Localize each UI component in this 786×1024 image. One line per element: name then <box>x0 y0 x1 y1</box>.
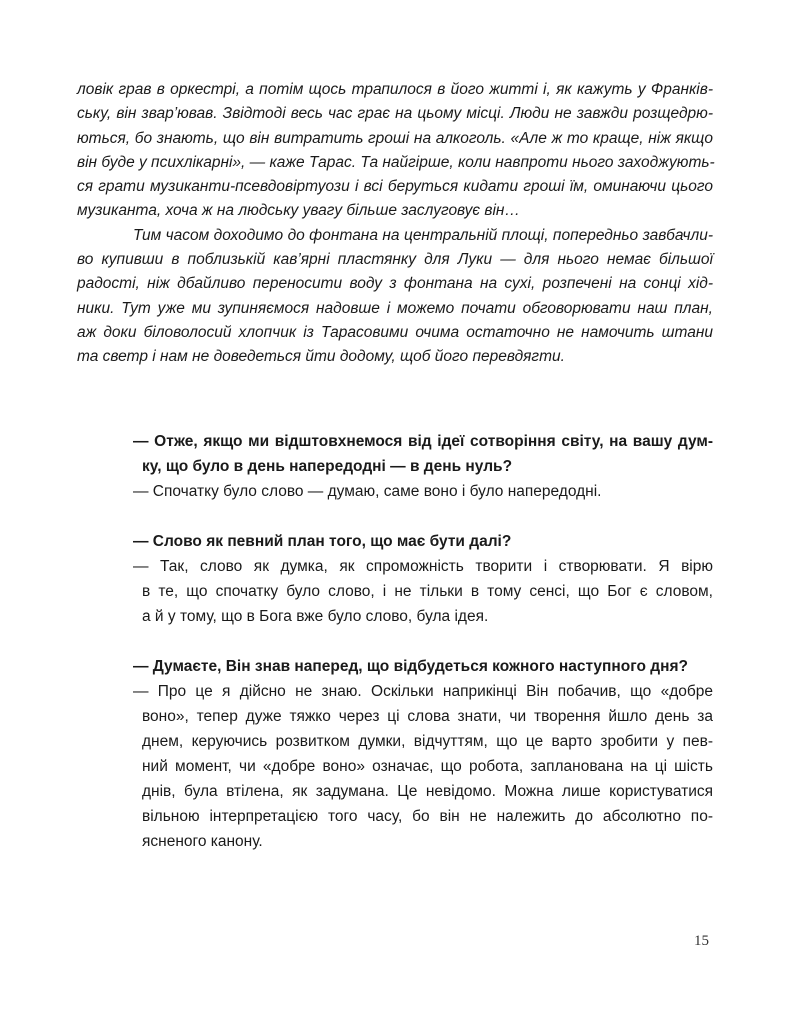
narrative-line: та светр і нам не доведеться йти додому, щоб його перевдягти. <box>77 348 565 366</box>
answer-line: ний момент, чи «добре воно» означає, що робота, запланована на ці шість <box>142 758 713 775</box>
interview-section <box>133 429 713 879</box>
narrative-line: він буде у психлікарні», — каже Тарас. Та найгірше, коли навпроти нього заходжують- <box>77 153 715 171</box>
narrative-line: Тим часом доходимо до фонтана на центральній площі, попередньо завбачли- <box>133 226 713 244</box>
interview-answer <box>133 479 713 504</box>
qa-block <box>133 429 713 504</box>
question-line: — Слово як певний план того, що має бути далі? <box>133 533 512 550</box>
answer-line: вільною інтерпретацією того часу, бо він не належить до абсолютно по- <box>142 808 713 825</box>
question-line: ку, що було в день напередодні — в день нуль? <box>142 458 513 475</box>
answer-line: — Так, слово як думка, як спроможність творити і створювати. Я вірю <box>133 558 713 575</box>
narrative-line: аж доки біловолосий хлопчик із Тарасовими очима остаточно не намочить штани <box>77 323 713 341</box>
question-line: — Отже, якщо ми відштовхнемося від ідеї сотворіння світу, на вашу дум- <box>133 433 713 450</box>
answer-line: в те, що спочатку було слово, і не тільки в тому сенсі, що Бог є словом, <box>142 583 713 600</box>
answer-line: воно», тепер дуже тяжко через ці слова знати, чи творення йшло день за <box>142 708 713 725</box>
narrative-line: ються, бо знають, що він витратить гроші на алкоголь. «Але ж то краще, ніж якщо <box>77 129 713 147</box>
answer-line: днів, була втілена, як задумана. Це невідомо. Можна лише користуватися <box>142 783 713 800</box>
narrative-line: радості, ніж дбайливо переносити воду з фонтана на сухі, розпечені на сонці хід- <box>77 275 713 293</box>
interview-question <box>133 654 713 679</box>
answer-line: — Про це я дійсно не знаю. Оскільки наприкінці Він побачив, що «добре <box>133 683 713 700</box>
qa-block <box>133 654 713 854</box>
interview-answer <box>133 679 713 854</box>
narrative-line: ники. Тут уже ми зупиняємося надовше і можемо почати обговорювати наш план, <box>77 299 713 317</box>
interview-question <box>133 529 713 554</box>
answer-line: ясненого канону. <box>142 833 263 850</box>
narrative-line: во купивши в поблизькій кав’ярні пластянку для Луки — для нього немає більшої <box>77 251 713 269</box>
answer-line: днем, керуючись розвитком думки, відчуттям, що це варто зробити у пев- <box>142 733 713 750</box>
page-number: 15 <box>694 933 709 949</box>
answer-line: а й у тому, що в Бога вже було слово, була ідея. <box>142 608 489 625</box>
narrative-line: ся грати музиканти-псевдовіртуози і всі беруться кидати гроші їм, оминаючи цього <box>77 178 713 196</box>
answer-line: — Спочатку було слово — думаю, саме воно і було напередодні. <box>133 483 602 500</box>
narrative-line: ловік грав в оркестрі, а потім щось трапилося в його житті і, як кажуть у Франків- <box>77 81 713 98</box>
interview-question <box>133 429 713 479</box>
narrative-text <box>77 78 713 370</box>
qa-block <box>133 529 713 629</box>
narrative-line: музиканта, хоча ж на людську увагу більше заслуговує він… <box>77 202 520 220</box>
question-line: — Думаєте, Він знав наперед, що відбудеться кожного наступного дня? <box>133 658 688 675</box>
interview-answer <box>133 554 713 629</box>
narrative-line: ську, він звар’ював. Звідтоді весь час грає на цьому місці. Люди не завжди розщедрю- <box>77 105 713 123</box>
